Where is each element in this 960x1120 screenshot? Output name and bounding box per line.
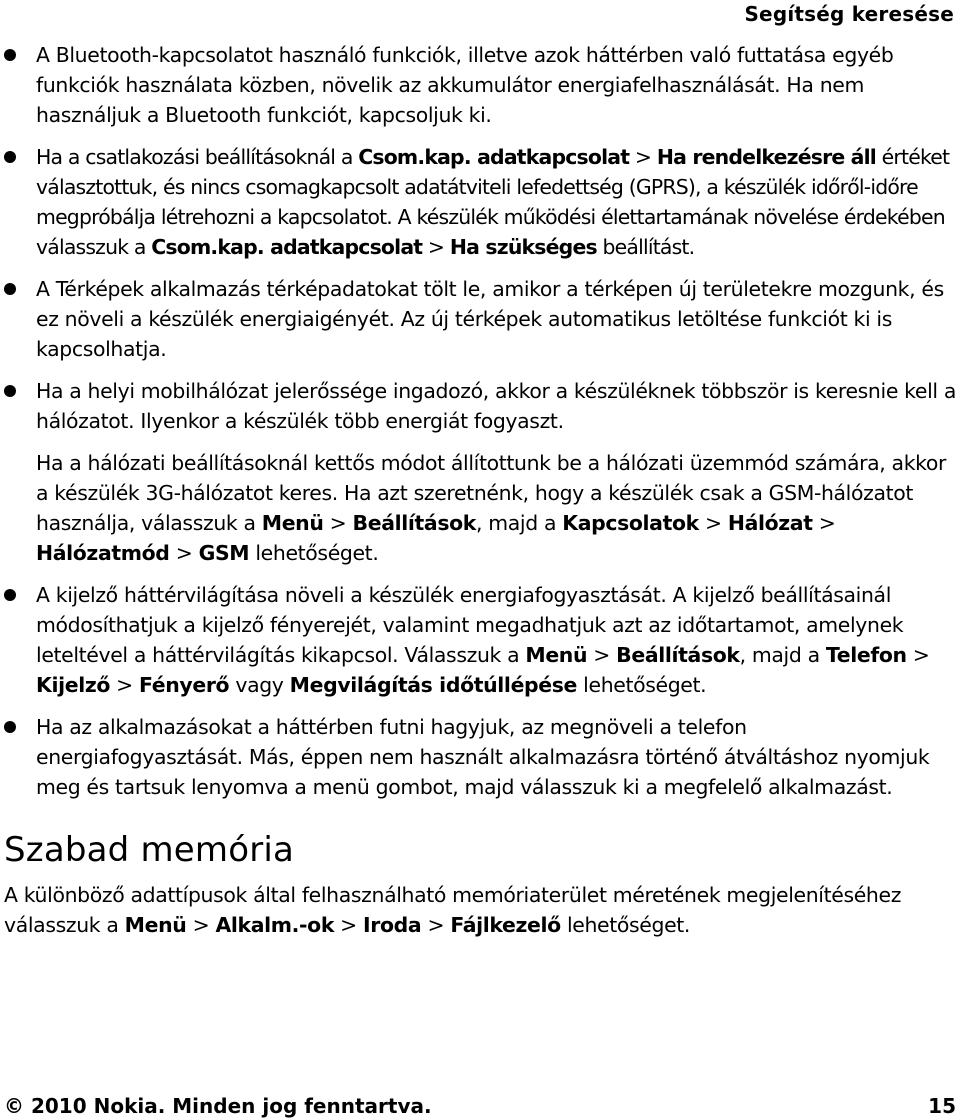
menu-separator: > (169, 541, 199, 565)
list-item-background-apps (0, 712, 956, 802)
running-header: Segítség keresése (744, 2, 954, 26)
list-item-maps (0, 274, 956, 364)
menu-path-term: Menü (525, 643, 588, 667)
menu-path-term: Telefon (825, 643, 907, 667)
page-content (0, 40, 956, 940)
bullet-icon (4, 721, 16, 733)
menu-path-term: Alkalm.-ok (215, 913, 335, 937)
item-text: Ha a hálózati beállításoknál kettős módot állítottunk be a hálózati üzemmód számára, akkor a készülék 3G-hálózatot keres. Ha azt szeretnénk, hogy a készülék csak a GSM-hálózatot használja, válasszuk a (36, 451, 947, 535)
item-text: lehetőséget. (560, 913, 691, 937)
item-text: , majd a (739, 643, 826, 667)
menu-separator: > (906, 643, 930, 667)
item-text: Ha a csatlakozási beállításoknál a (36, 145, 359, 169)
menu-path-term: Csom.kap. adatkapcsolat (358, 145, 630, 169)
item-text: értéket választottuk, és nincs csomagkapcsolt adatátviteli lefedettség (GPRS), a készülék időről-időre megpróbálja létrehozni a kapcsolatot. A készülék működési élettartamának növelése érdekében válasszuk a (36, 145, 950, 259)
menu-path-term: Csom.kap. adatkapcsolat (151, 235, 423, 259)
section-heading: Szabad memória (4, 830, 295, 870)
menu-path-term: Ha szükséges (449, 235, 597, 259)
menu-separator: > (334, 913, 364, 937)
menu-separator: > (629, 145, 657, 169)
item-text: lehetőséget. (249, 541, 379, 565)
list-item-backlight (0, 580, 956, 700)
item-text: vagy (229, 673, 290, 697)
bullet-icon (4, 283, 16, 295)
menu-separator: > (186, 913, 216, 937)
list-item-bluetooth (0, 40, 956, 130)
paragraph-dual-mode (0, 448, 956, 568)
menu-path-term: Hálózat (727, 511, 813, 535)
item-text: lehetőséget. (577, 673, 707, 697)
item-text: , majd a (476, 511, 563, 535)
menu-path-term: Iroda (363, 913, 422, 937)
menu-path-term: Kijelző (36, 673, 111, 697)
menu-separator: > (698, 511, 728, 535)
bullet-icon (4, 151, 16, 163)
menu-path-term: Menü (124, 913, 187, 937)
bullet-icon (4, 49, 16, 61)
menu-separator: > (812, 511, 836, 535)
tips-list (0, 40, 956, 802)
menu-path-term: Hálózatmód (36, 541, 170, 565)
menu-path-term: Megvilágítás időtúllépése (289, 673, 578, 697)
page-number: 15 (928, 1094, 956, 1118)
menu-path-term: Beállítások (352, 511, 476, 535)
item-text: A Bluetooth-kapcsolatot használó funkciók, illetve azok háttérben való futtatása egyéb funkciók használata közben, növelik az akkumulátor energiafelhasználását. Ha nem használjuk a Bluetooth funkciót, kapcsoljuk ki. (36, 43, 894, 127)
menu-path-term: Fényerő (139, 673, 230, 697)
menu-separator: > (587, 643, 617, 667)
section-paragraph (4, 880, 956, 940)
bullet-icon (4, 589, 16, 601)
item-text: A kijelző háttérvilágítása növeli a készülék energiafogyasztását. A kijelző beállításainál módosíthatjuk a kijelző fényerejét, valamint megadhatjuk azt az időtartamot, amelynek leteltével a háttérvilágítás kikapcsol. Válasszuk a (36, 583, 904, 667)
menu-path-term: Kapcsolatok (562, 511, 699, 535)
list-item-packet-data (0, 142, 956, 262)
list-item-signal (0, 376, 956, 436)
menu-path-term: Fájlkezelő (450, 913, 561, 937)
item-text: Ha az alkalmazásokat a háttérben futni hagyjuk, az megnöveli a telefon energiafogyasztását. Más, éppen nem használt alkalmazásra történő átváltáshoz nyomjuk meg és tartsuk lenyomva a menü gombot, majd válasszuk ki a megfelelő alkalmazást. (36, 715, 930, 799)
menu-separator: > (421, 913, 451, 937)
item-text: Ha a helyi mobilhálózat jelerőssége ingadozó, akkor a készüléknek többször is keresnie kell a hálózatot. Ilyenkor a készülék több energiát fogyaszt. (36, 379, 956, 433)
bullet-icon (4, 385, 16, 397)
item-text: beállítást. (596, 235, 695, 259)
menu-path-term: Beállítások (616, 643, 740, 667)
menu-path-term: GSM (198, 541, 250, 565)
menu-separator: > (323, 511, 353, 535)
copyright-footer: © 2010 Nokia. Minden jog fenntartva. (4, 1094, 432, 1118)
item-text: A különböző adattípusok által felhasználható memóriaterület méretének megjelenítéséhez válasszuk a (4, 883, 902, 937)
item-text: A Térképek alkalmazás térképadatokat tölt le, amikor a térképen új területekre mozgunk, és ez növeli a készülék energiaigényét. Az új térképek automatikus letöltése funkciót ki is kapcsolhatja. (36, 277, 944, 361)
menu-separator: > (422, 235, 450, 259)
menu-path-term: Menü (261, 511, 324, 535)
menu-path-term: Ha rendelkezésre áll (656, 145, 876, 169)
menu-separator: > (110, 673, 140, 697)
